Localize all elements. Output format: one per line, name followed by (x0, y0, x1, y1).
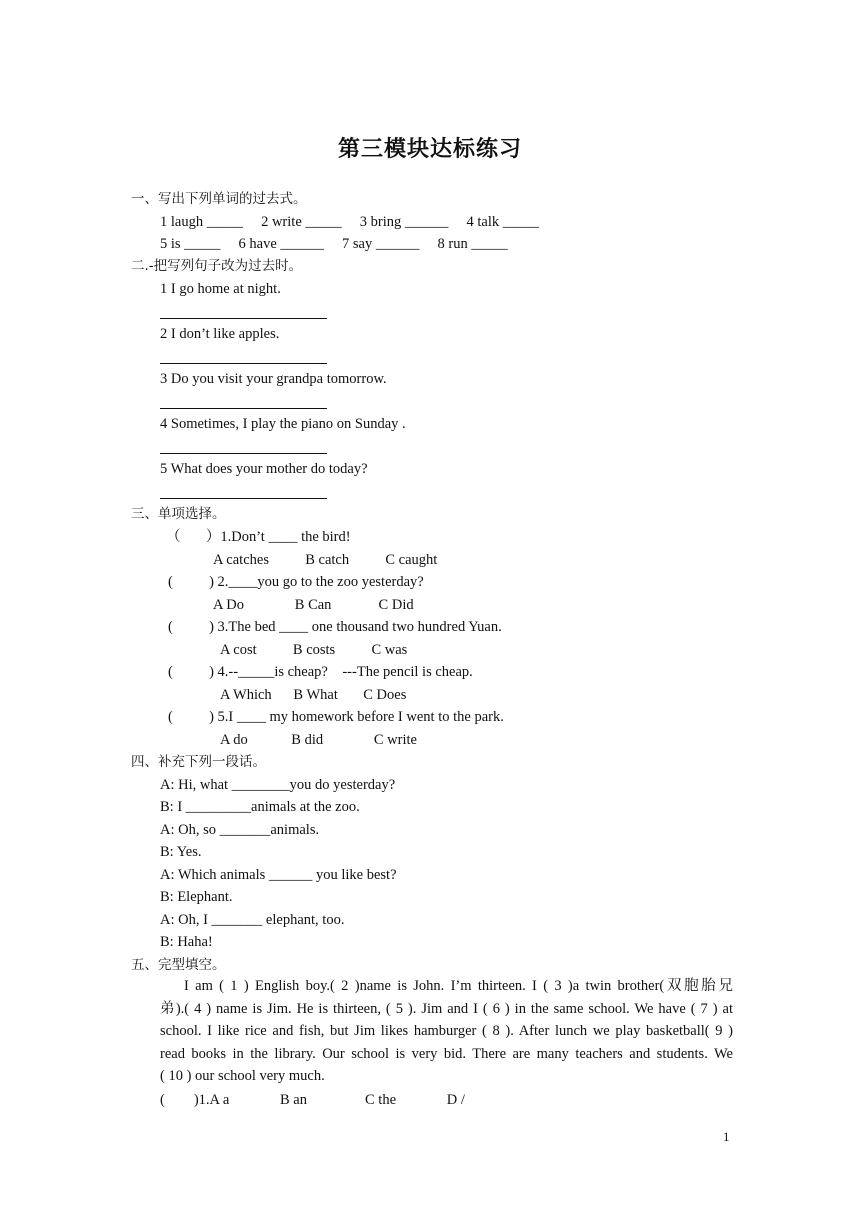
s1-row-2: 5 is _____ 6 have ______ 7 say ______ 8 run _____ (160, 236, 508, 252)
dialog-line: A: Oh, I _______ elephant, too. (160, 912, 345, 928)
s3-question-3: ( ) 3.The bed ____ one thousand two hundred Yuan. (168, 619, 502, 635)
s3-options-5: A do B did C write (220, 732, 417, 748)
section-2-heading: 二.-把写列句子改为过去时。 (131, 258, 303, 274)
section-4-heading: 四、补充下列一段话。 (131, 754, 266, 770)
answer-line-5 (160, 498, 327, 499)
section-1-heading: 一、写出下列单词的过去式。 (131, 191, 307, 207)
answer-line-2 (160, 363, 327, 364)
section-5-heading: 五、完型填空。 (131, 957, 226, 973)
s2-item-4: 4 Sometimes, I play the piano on Sunday . (160, 416, 406, 432)
s3-options-2: A Do B Can C Did (213, 597, 414, 613)
s1-row-1: 1 laugh _____ 2 write _____ 3 bring ______ 4 talk _____ (160, 214, 539, 230)
answer-line-3 (160, 408, 327, 409)
s2-item-1: 1 I go home at night. (160, 281, 281, 297)
s2-item-3: 3 Do you visit your grandpa tomorrow. (160, 371, 387, 387)
cloze-passage-line: school. I like rice and fish, but Jim likes hamburger ( 8 ). After lunch we play basketball( 9 ) (160, 1023, 733, 1039)
dialog-line: A: Oh, so _______animals. (160, 822, 320, 838)
dialog-line: B: I _________animals at the zoo. (160, 799, 360, 815)
page-title: 第三模块达标练习 (337, 137, 522, 162)
s3-question-2: ( ) 2.____you go to the zoo yesterday? (168, 574, 424, 590)
answer-line-1 (160, 318, 327, 319)
dialog-line: B: Yes. (160, 844, 202, 860)
s3-question-1: （ ）1.Don’t ____ the bird! (166, 529, 351, 545)
cloze-passage-line: I am ( 1 ) English boy.( 2 )name is John. I’m thirteen. I ( 3 )a twin brother(双胞胎兄 (184, 978, 733, 994)
s2-item-5: 5 What does your mother do today? (160, 461, 368, 477)
s3-question-5: ( ) 5.I ____ my homework before I went to the park. (168, 709, 504, 725)
s2-item-2: 2 I don’t like apples. (160, 326, 280, 342)
dialog-line: B: Elephant. (160, 889, 233, 905)
section-3-heading: 三、单项选择。 (131, 506, 226, 522)
cloze-passage-line: read books in the library. Our school is very bid. There are many teachers and students. We (160, 1046, 733, 1062)
page-number: 1 (723, 1129, 730, 1144)
dialog-line: A: Which animals ______ you like best? (160, 867, 397, 883)
dialog-line: B: Haha! (160, 934, 213, 950)
cloze-passage-line: ( 10 ) our school very much. (160, 1068, 325, 1084)
s3-question-4: ( ) 4.--_____is cheap? ---The pencil is cheap. (168, 664, 473, 680)
s3-options-1: A catches B catch C caught (213, 552, 438, 568)
answer-line-4 (160, 453, 327, 454)
s5-question-1: ( )1.A a B an C the D / (160, 1092, 465, 1108)
dialog-line: A: Hi, what ________you do yesterday? (160, 777, 396, 793)
s3-options-4: A Which B What C Does (220, 687, 407, 703)
cloze-passage-line: 弟).( 4 ) name is Jim. He is thirteen, ( 5 ). Jim and I ( 6 ) in the same school. We have ( 7 ) at (160, 1001, 733, 1017)
s3-options-3: A cost B costs C was (220, 642, 408, 658)
